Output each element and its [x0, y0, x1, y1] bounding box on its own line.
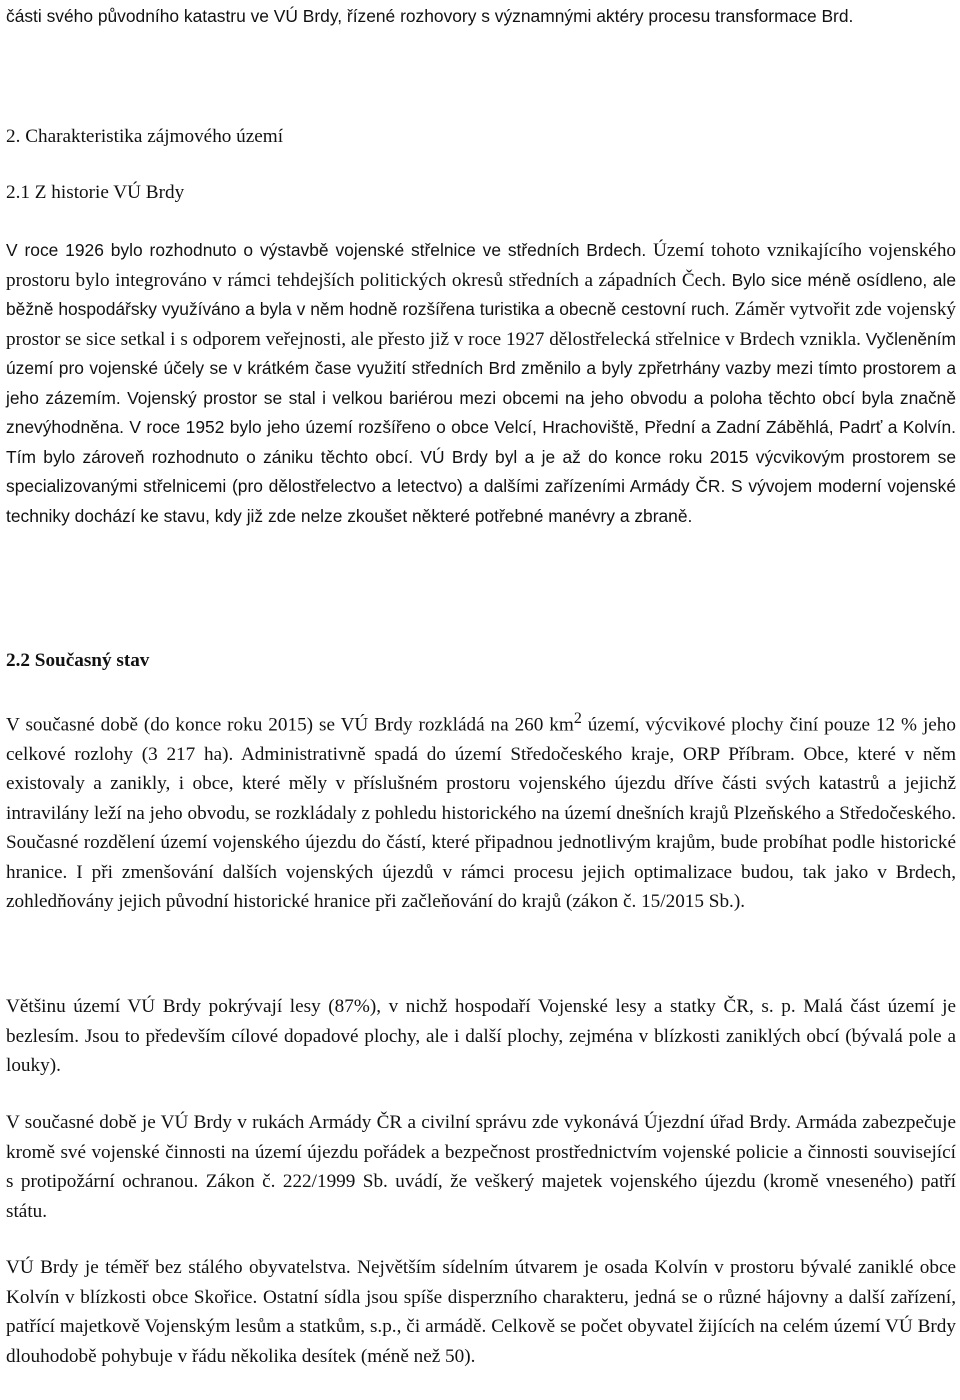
current-p1-rest: území, výcvikové plochy činí pouze 12 % jeho celkové rozlohy (3 217 ha). Administrativně spadá do území Středočeského kraje, ORP Příbram. Obce, které v něm existovaly a zanikly, i obce, které měly v příslušném prostoru vojenského újezdu dříve části svých katastrů a jejichž intravilány leží na jeho obvodu, se rozkládaly z pohledu historického na území dnešních krajů Plzeňského a Středočeského. Současné rozdělení území vojenského újezdu do částí, které připadnou jednotlivým krajům, bude probíhat podle historické hranice. I při zmenšování dalších vojenských újezdů v rámci procesu jejich optimalizace budou, tak jako v Brdech, zohledňovány jejich původní historické hranice při začleňování do krajů (zákon č. 15/2015 Sb.). — [6, 714, 956, 913]
intro-paragraph — [6, 2, 956, 32]
current-paragraph-3: V současné době je VÚ Brdy v rukách Armády ČR a civilní správu zde vykonává Újezdní úřad Brdy. Armáda zabezpečuje kromě své vojenské činnosti na území újezdu pořádek a bezpečnost prostřednictvím vojenské policie a činnosti související s protipožární ochranou. Zákon č. 222/1999 Sb. uvádí, že veškerý majetek vojenského újezdu (kromě vneseného) patří státu. — [6, 1112, 956, 1222]
area-unit-superscript: 2 — [573, 710, 582, 727]
current-paragraph-2: Většinu území VÚ Brdy pokrývají lesy (87%), v nichž hospodaří Vojenské lesy a statky ČR, s. p. Malá část území je bezlesím. Jsou to především cílové dopadové plochy, ale i další plochy, zejména v blízkosti zaniklých obcí (bývalá pole a louky). — [6, 996, 956, 1076]
history-sentence-4: Záměr vytvořit zde vojenský prostor se sice setkal i s odporem veřejnosti, ale přesto již v roce 1927 dělostřelecká střelnice v Brdech vznikla. — [6, 299, 957, 350]
history-sentence-2: Území tohoto vznikajícího vojenského prostoru bylo integrováno v rámci tehdejších politických okresů středních a západních Čech. — [6, 240, 957, 291]
heading-chapter-2: 2. Charakteristika zájmového území — [6, 126, 284, 147]
current-p1-start: V současné době (do konce roku 2015) se VÚ Brdy rozkládá na 260 km — [6, 714, 574, 736]
current-paragraph-4: VÚ Brdy je téměř bez stálého obyvatelstva. Největším sídelním útvarem je osada Kolvín v prostoru bývalé zaniklé obce Kolvín v blízkosti obce Skořice. Ostatní sídla jsou spíše disperzního charakteru, jedná se o různé hájovny a další zařízení, patřící majetkově Vojenským lesům a statkům, s.p., či armádě. Celkově se počet obyvatel žijících na celém území VÚ Brdy dlouhodobě pohybuje v řádu několika desítek (méně než 50). — [6, 1257, 956, 1367]
history-sentence-5: Vyčleněním území pro vojenské účely se v krátkém čase využití středních Brd změnilo a byly zpřetrhány vazby mezi tímto prostorem a jeho zázemím. Vojenský prostor se stal i velkou bariérou mezi obcemi na jeho obvodu a poloha těchto obcí byla značně znevýhodněna. V roce 1952 bylo jeho území rozšířeno o obce Velcí, Hrachoviště, Přední a Zadní Záběhlá, Padrť a Kolvín. Tím bylo zároveň rozhodnuto o zániku těchto obcí. VÚ Brdy byl a je až do konce roku 2015 výcvikovým prostorem se specializovanými střelnicemi (pro dělostřelectvo a letectvo) a dalšími zařízeními Armády ČR. S vývojem moderní vojenské techniky dochází ke stavu, kdy již zde nelze zkoušet některé potřebné manévry a zbraně. — [6, 328, 956, 526]
history-sentence-3: Bylo sice méně osídleno, ale běžně hospodářsky využíváno a byla v něm hodně rozšířena turistika a obecně cestovní ruch. — [6, 269, 956, 319]
heading-section-2-1: 2.1 Z historie VÚ Brdy — [6, 182, 185, 203]
history-sentence-1: V roce 1926 bylo rozhodnuto o výstavbě vojenské střelnice ve středních Brdech. — [6, 240, 647, 260]
history-paragraph — [6, 236, 956, 531]
intro-text: části svého původního katastru ve VÚ Brdy, řízené rozhovory s významnými aktéry procesu transformace Brd. — [6, 6, 854, 26]
heading-section-2-2: 2.2 Současný stav — [6, 650, 150, 671]
current-paragraph-1 — [6, 704, 956, 917]
